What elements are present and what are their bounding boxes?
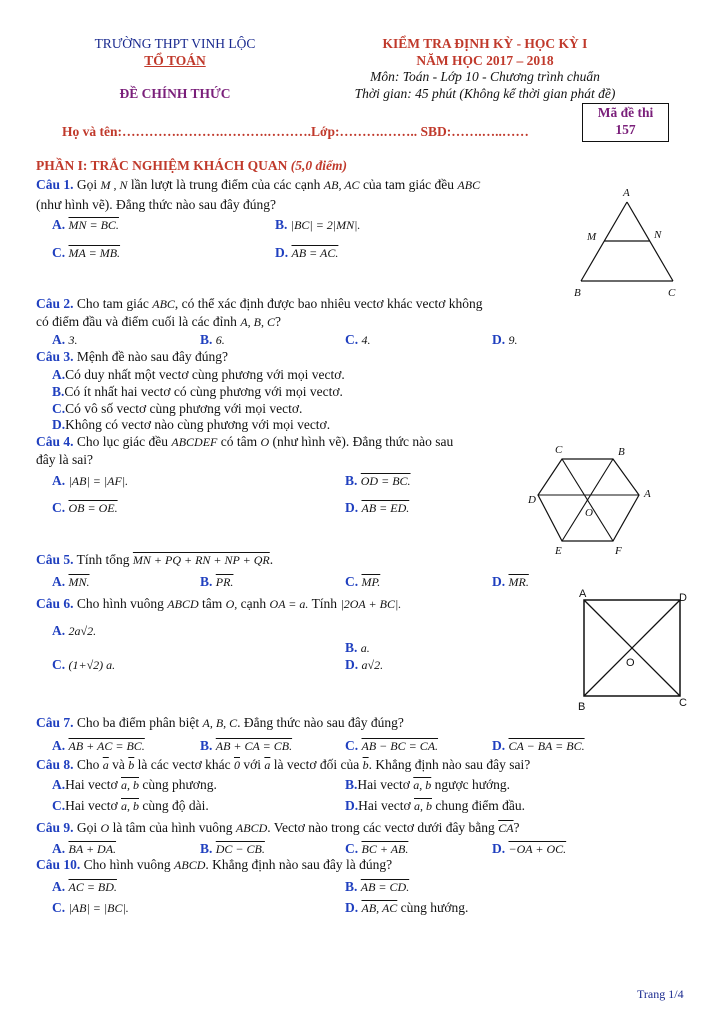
exam-code-box <box>582 103 669 142</box>
school-name: TRƯỜNG THPT VINH LỘC <box>94 36 256 51</box>
q9-option-b[interactable]: B. DC − CB. <box>200 841 265 856</box>
q1-option-d[interactable]: D. AB = AC. <box>275 245 339 260</box>
q2-option-c[interactable]: C. 4. <box>345 332 371 347</box>
q2-option-d[interactable]: D. 9. <box>492 332 518 347</box>
tri-label-a: A <box>623 187 630 199</box>
q4-option-a[interactable]: A. |AB| = |AF|. <box>52 473 129 488</box>
question-10: Câu 10. Cho hình vuông ABCD. Khẳng định nào sau đây là đúng? <box>36 857 393 872</box>
page-number: Trang 1/4 <box>637 987 684 1001</box>
q7-option-d[interactable]: D. CA − BA = BC. <box>492 738 585 753</box>
tri-label-m: M <box>587 231 597 243</box>
hex-label-o: O <box>585 507 593 519</box>
sq-label-c: C <box>679 697 687 709</box>
hex-label-a: A <box>644 488 651 500</box>
q8-option-a[interactable]: A.Hai vectơ a, b cùng phương. <box>52 777 217 792</box>
q10-option-b[interactable]: B. AB = CD. <box>345 879 410 894</box>
q10-option-a[interactable]: A. AC = BD. <box>52 879 117 894</box>
q10-option-c[interactable]: C. |AB| = |BC|. <box>52 900 129 915</box>
q4-option-d[interactable]: D. AB = ED. <box>345 500 410 515</box>
q2-option-a[interactable]: A. 3. <box>52 332 78 347</box>
subject-line: Môn: Toán - Lớp 10 - Chương trình chuẩn <box>370 69 600 84</box>
q6-option-a[interactable]: A. 2a√2. <box>52 623 97 638</box>
official-label: ĐỀ CHÍNH THỨC <box>119 86 231 101</box>
q6-option-b[interactable]: B. a. <box>345 640 370 655</box>
question-2-line2: có điểm đầu và điểm cuối là các đỉnh A, B, C? <box>36 314 281 329</box>
q6-option-c[interactable]: C. (1+√2) a. <box>52 657 116 672</box>
hex-label-d: D <box>528 494 536 506</box>
tri-label-n: N <box>654 229 662 241</box>
tri-label-b: B <box>574 287 581 299</box>
hex-label-f: F <box>615 545 622 557</box>
hexagon-figure <box>525 444 665 559</box>
department: TỔ TOÁN <box>144 53 206 68</box>
q3-option-c[interactable]: C.Có vô số vectơ cùng phương với mọi vectơ. <box>52 401 303 416</box>
question-2: Câu 2. Cho tam giác ABC, có thể xác định được bao nhiêu vectơ khác vectơ không <box>36 296 483 311</box>
q1-option-c[interactable]: C. MA = MB. <box>52 245 121 260</box>
exam-code-value: 157 <box>615 122 636 137</box>
q5-option-d[interactable]: D. MR. <box>492 574 529 589</box>
sq-label-d: D <box>679 592 687 604</box>
school-year: NĂM HỌC 2017 – 2018 <box>416 53 554 68</box>
q1-option-a[interactable]: A. MN = BC. <box>52 217 119 232</box>
q9-option-d[interactable]: D. −OA + OC. <box>492 841 567 856</box>
q8-option-d[interactable]: D.Hai vectơ a, b chung điểm đầu. <box>345 798 525 813</box>
q7-option-b[interactable]: B. AB + CA = CB. <box>200 738 293 753</box>
question-1-line2: (như hình vẽ). Đẳng thức nào sau đây đúng? <box>36 197 276 212</box>
triangle-figure <box>570 184 690 302</box>
exam-title: KIỂM TRA ĐỊNH KỲ - HỌC KỲ I <box>382 36 588 51</box>
question-1: Câu 1. Gọi M , N lần lượt là trung điểm của các cạnh AB, AC của tam giác đều ABC <box>36 177 481 192</box>
q4-option-c[interactable]: C. OB = OE. <box>52 500 118 515</box>
q1-option-b[interactable]: B. |BC| = 2|MN|. <box>275 217 361 232</box>
q6-option-d[interactable]: D. a√2. <box>345 657 384 672</box>
q3-option-d[interactable]: D.Không có vectơ nào cùng phương với mọi vectơ. <box>52 417 331 432</box>
question-6: Câu 6. Cho hình vuông ABCD tâm O, cạnh OA = a. Tính |2OA + BC|. <box>36 596 402 611</box>
q10-option-d[interactable]: D. AB, AC cùng hướng. <box>345 900 469 915</box>
square-figure <box>572 588 692 713</box>
q5-option-b[interactable]: B. PR. <box>200 574 234 589</box>
q8-option-b[interactable]: B.Hai vectơ a, b ngược hướng. <box>345 777 511 792</box>
tri-label-c: C <box>668 287 676 299</box>
q3-option-a[interactable]: A.Có duy nhất một vectơ cùng phương với mọi vectơ. <box>52 367 345 382</box>
q3-option-b[interactable]: B.Có ít nhất hai vectơ có cùng phương với mọi vectơ. <box>52 384 343 399</box>
q9-option-a[interactable]: A. BA + DA. <box>52 841 117 856</box>
sq-label-a: A <box>579 588 587 600</box>
q8-option-c[interactable]: C.Hai vectơ a, b cùng độ dài. <box>52 798 209 813</box>
q9-option-c[interactable]: C. BC + AB. <box>345 841 409 856</box>
question-9: Câu 9. Gọi O là tâm của hình vuông ABCD. Vectơ nào trong các vectơ dưới đây bằng $\overline{CA}$? <box>36 820 520 835</box>
question-3: Câu 3. Mệnh đề nào sau đây đúng? <box>36 349 228 364</box>
q5-option-a[interactable]: A. MN. <box>52 574 90 589</box>
exam-code-label: Mã đề thi <box>597 105 654 120</box>
time-line: Thời gian: 45 phút (Không kể thời gian phát đề) <box>354 86 616 101</box>
question-7: Câu 7. Cho ba điểm phân biệt A, B, C. Đẳng thức nào sau đây đúng? <box>36 715 404 730</box>
sq-label-b: B <box>578 701 586 713</box>
hex-label-b: B <box>618 446 625 458</box>
hex-label-c: C <box>555 444 563 456</box>
q2-option-b[interactable]: B. 6. <box>200 332 225 347</box>
section-title: PHẦN I: TRẮC NGHIỆM KHÁCH QUAN (5,0 điểm) <box>36 158 348 173</box>
question-5: Câu 5. Tính tổng MN + PQ + RN + NP + QR. <box>36 552 274 567</box>
sq-label-o: O <box>626 657 635 669</box>
student-info-line: Họ và tên:………….……….……….……….Lớp:……….…….. SBD:…….…..…… <box>62 124 529 139</box>
q7-option-c[interactable]: C. AB − BC = CA. <box>345 738 439 753</box>
question-4: Câu 4. Cho lục giác đều ABCDEF có tâm O (như hình vẽ). Đẳng thức nào sau <box>36 434 454 449</box>
q5-option-c[interactable]: C. MP. <box>345 574 381 589</box>
question-4-line2: đây là sai? <box>36 452 93 467</box>
question-8: Câu 8. Cho $\overline{a}$ và $\overline{b}$ là các vectơ khác 0 với $\overline{a}$ là vectơ đối của $\overline{b}$. Khẳng định nào sau đây sai? <box>36 757 531 772</box>
q4-option-b[interactable]: B. OD = BC. <box>345 473 411 488</box>
q7-option-a[interactable]: A. AB + AC = BC. <box>52 738 145 753</box>
hex-label-e: E <box>555 545 562 557</box>
